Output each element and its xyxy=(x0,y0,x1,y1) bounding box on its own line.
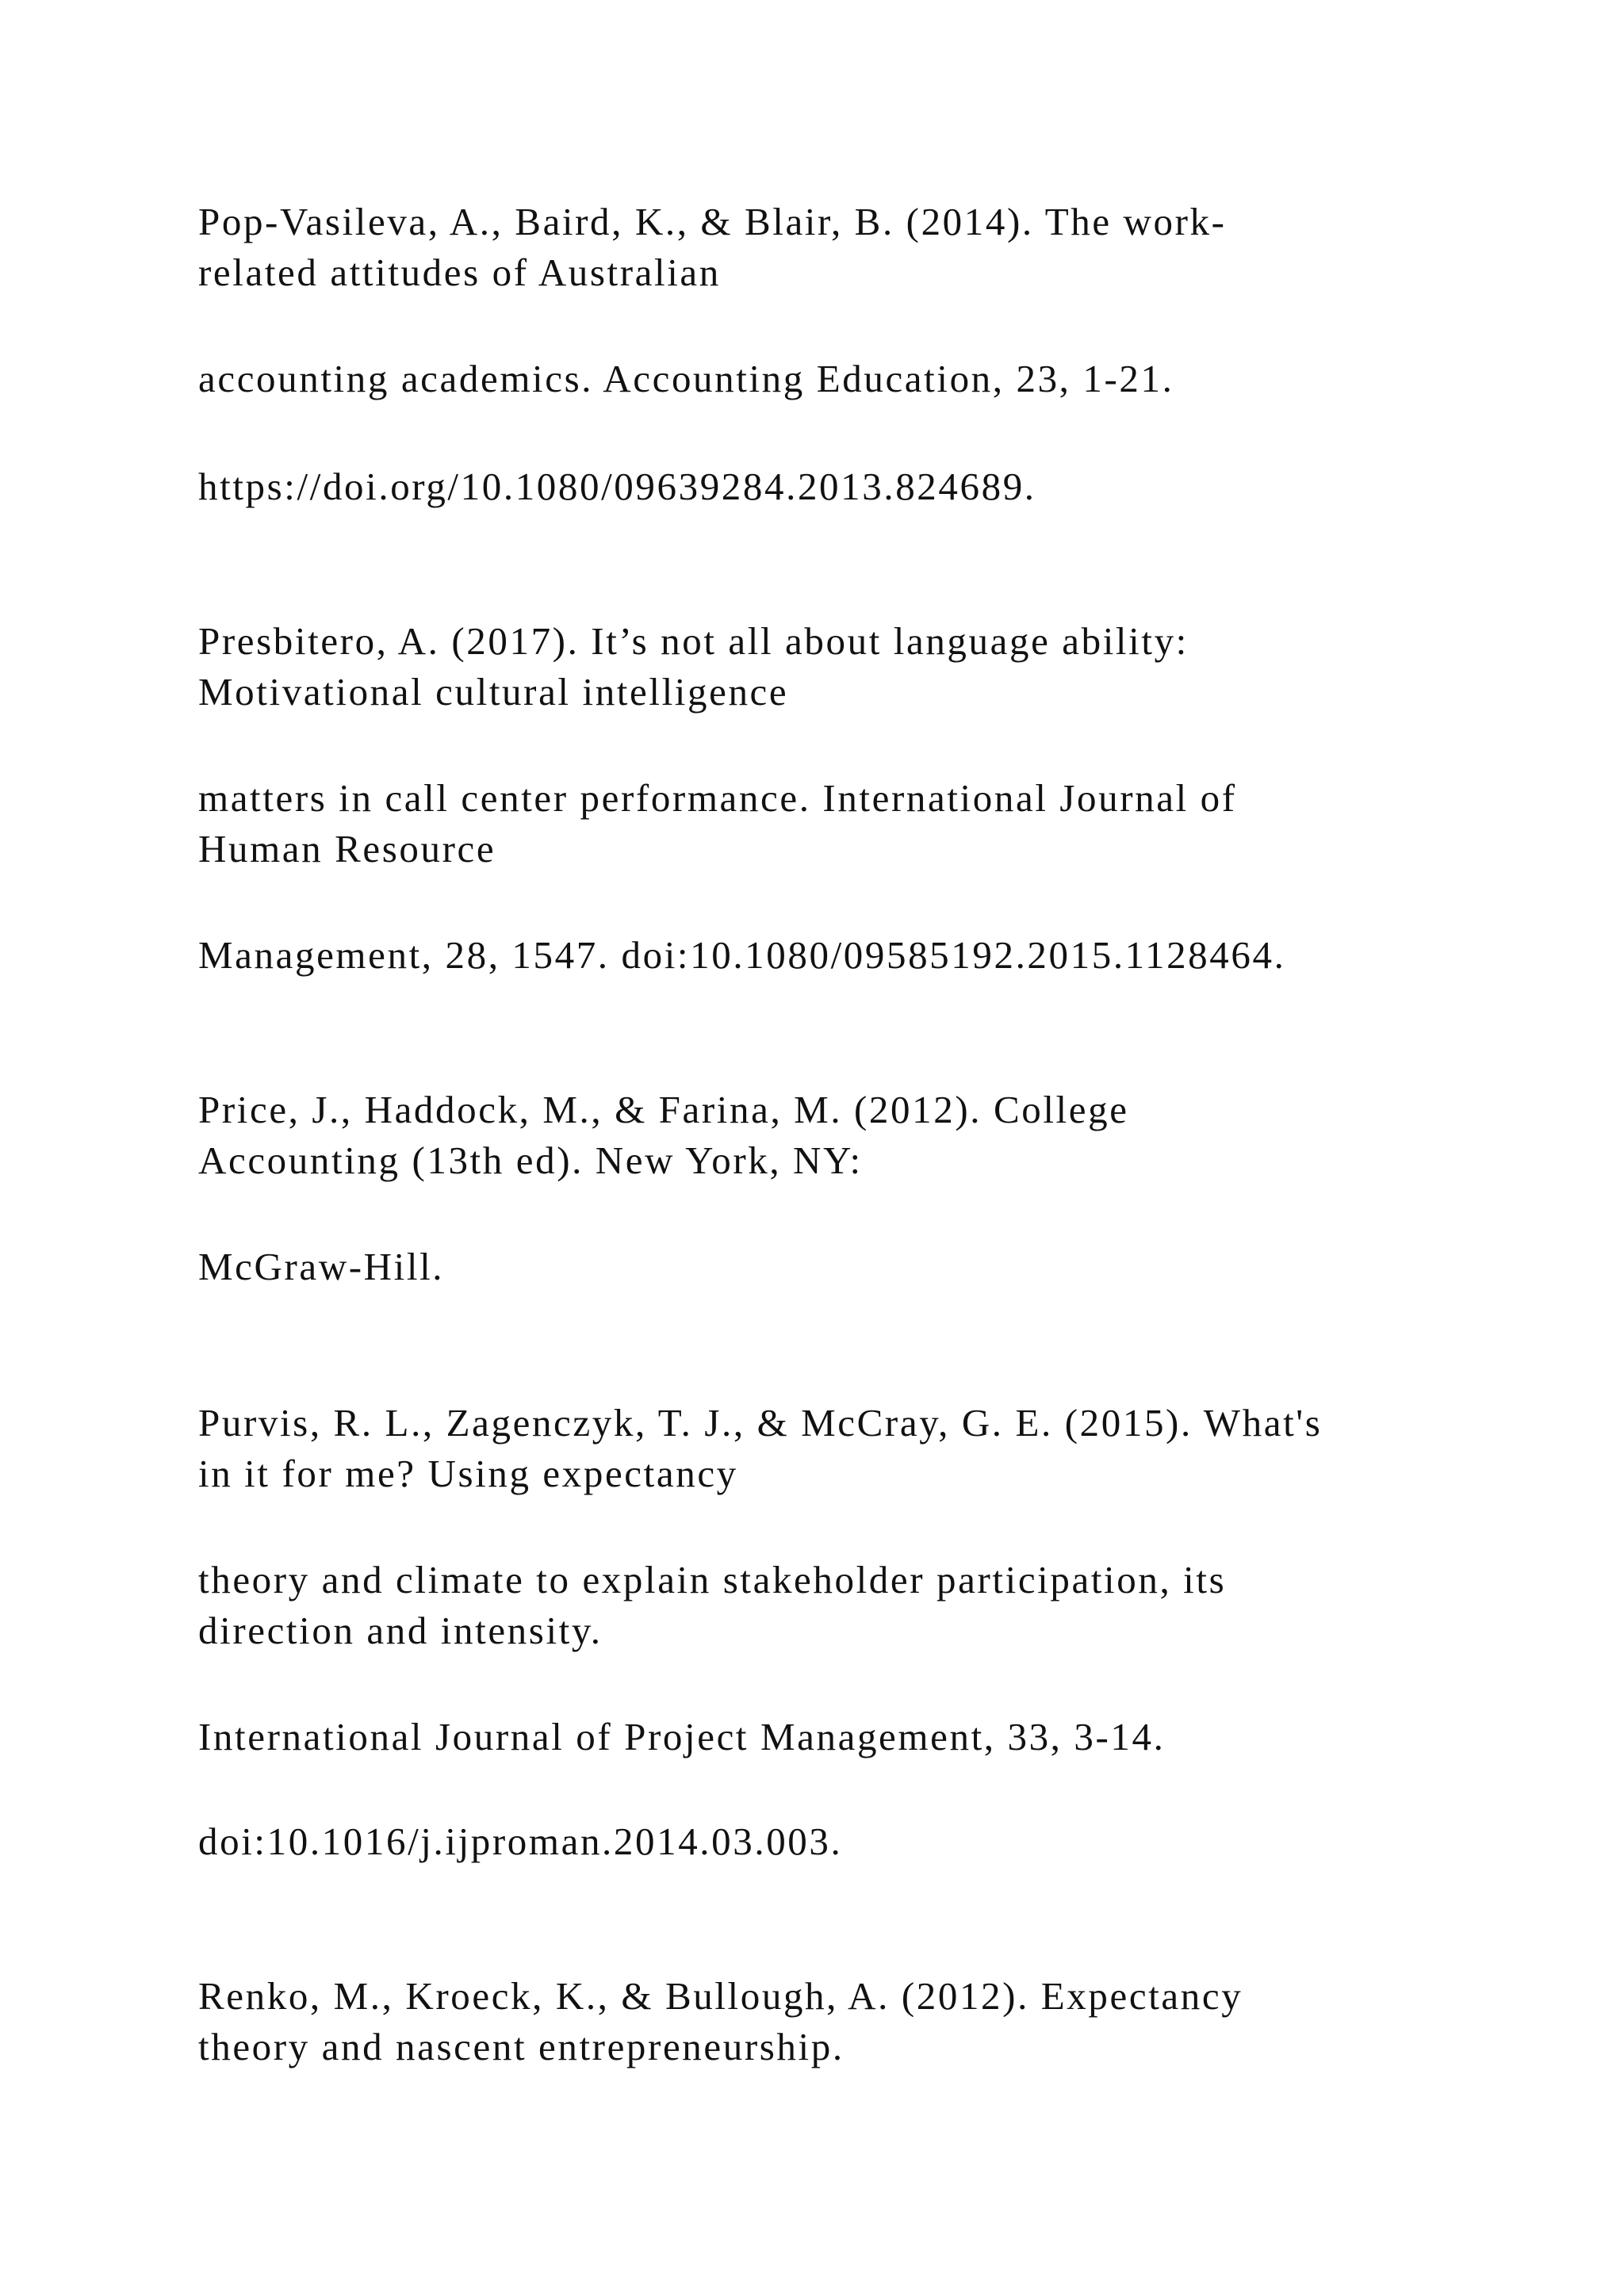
reference-line: Price, J., Haddock, M., & Farina, M. (2012). College xyxy=(198,1088,1129,1131)
reference-line: Management, 28, 1547. doi:10.1080/09585192.2015.1128464. xyxy=(198,933,1286,977)
reference-4-title xyxy=(198,1555,1530,1656)
reference-3-citation xyxy=(198,1085,1530,1186)
reference-5-citation xyxy=(198,1971,1530,2072)
reference-line: theory and nascent entrepreneurship. xyxy=(198,2025,845,2068)
reference-2-journal xyxy=(198,773,1530,874)
reference-line: Pop-Vasileva, A., Baird, K., & Blair, B. (2014). The work- xyxy=(198,200,1227,243)
reference-4-citation xyxy=(198,1398,1530,1499)
reference-line: https://doi.org/10.1080/09639284.2013.824689. xyxy=(198,465,1036,508)
reference-4-journal xyxy=(198,1712,1530,1762)
reference-line: direction and intensity. xyxy=(198,1609,603,1652)
reference-2-doi xyxy=(198,930,1530,981)
reference-2-citation xyxy=(198,616,1530,718)
reference-line: Presbitero, A. (2017). It’s not all about language ability: xyxy=(198,619,1189,663)
reference-1-citation xyxy=(198,197,1530,298)
reference-4-doi xyxy=(198,1816,1530,1867)
reference-line: International Journal of Project Management, 33, 3-14. xyxy=(198,1715,1166,1758)
reference-line: Accounting (13th ed). New York, NY: xyxy=(198,1138,863,1182)
reference-line: accounting academics. Accounting Education, 23, 1-21. xyxy=(198,357,1174,400)
reference-line: matters in call center performance. International Journal of xyxy=(198,776,1237,820)
reference-1-source xyxy=(198,354,1530,404)
reference-line: doi:10.1016/j.ijproman.2014.03.003. xyxy=(198,1820,843,1863)
reference-line: Motivational cultural intelligence xyxy=(198,670,789,714)
reference-1-doi xyxy=(198,461,1530,512)
reference-line: related attitudes of Australian xyxy=(198,251,721,294)
reference-line: Human Resource xyxy=(198,827,496,871)
reference-3-publisher xyxy=(198,1242,1530,1292)
reference-line: McGraw-Hill. xyxy=(198,1245,445,1288)
reference-line: Purvis, R. L., Zagenczyk, T. J., & McCray, G. E. (2015). What's xyxy=(198,1401,1323,1445)
reference-line: theory and climate to explain stakeholder participation, its xyxy=(198,1558,1227,1601)
reference-line: Renko, M., Kroeck, K., & Bullough, A. (2012). Expectancy xyxy=(198,1974,1243,2018)
reference-line: in it for me? Using expectancy xyxy=(198,1452,738,1495)
